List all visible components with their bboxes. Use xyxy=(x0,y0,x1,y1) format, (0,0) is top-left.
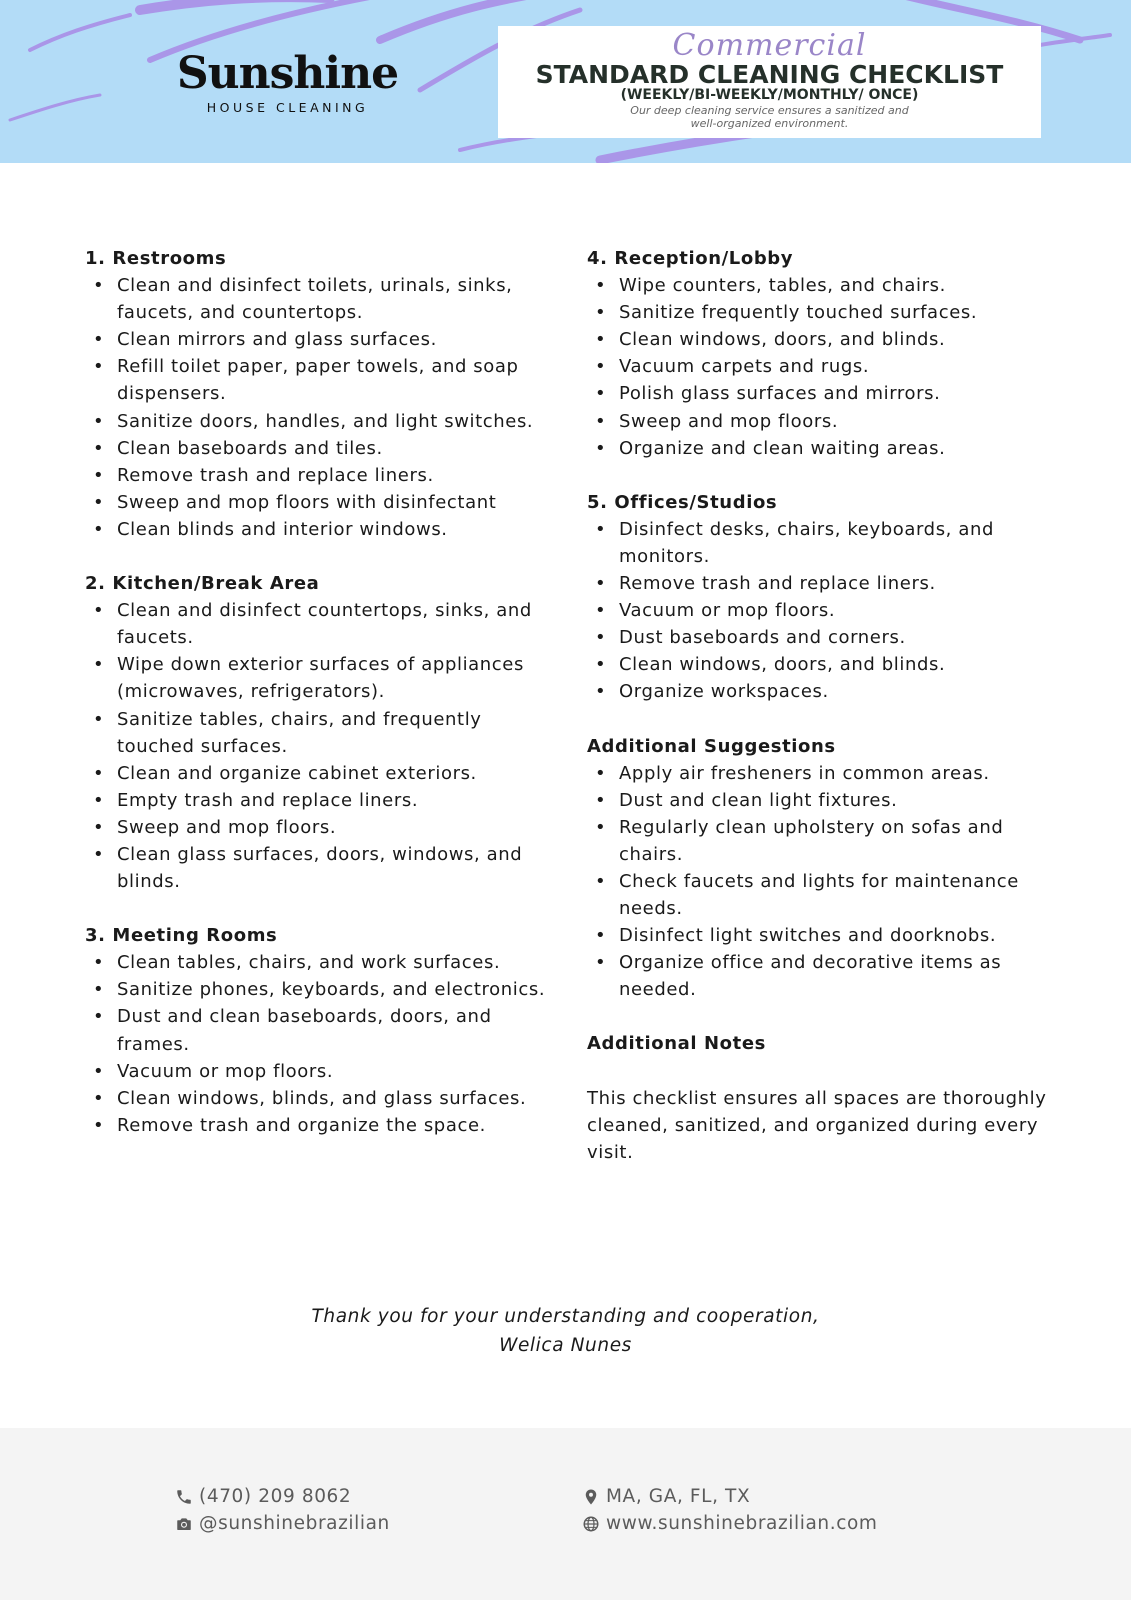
section-title: 1. Restrooms xyxy=(85,248,227,269)
brand-logo xyxy=(160,50,415,115)
list-item: • Wipe counters, tables, and chairs. xyxy=(587,272,1057,299)
service-description: Our deep cleaning service ensures a sanitized and well-organized environment. xyxy=(630,104,909,130)
brand-name: Sunshine xyxy=(176,48,399,99)
phone-icon xyxy=(175,1488,193,1506)
list-item: • Clean windows, doors, and blinds. xyxy=(587,651,1057,678)
additional-notes xyxy=(587,1030,1057,1165)
brand-tagline: HOUSE CLEANING xyxy=(206,100,369,115)
section-kitchen xyxy=(85,570,555,895)
instagram-handle[interactable]: @sunshinebrazilian xyxy=(199,1513,390,1534)
checklist xyxy=(587,760,1057,1004)
list-item: • Dust and clean baseboards, doors, and frames. xyxy=(85,1003,555,1057)
section-offices xyxy=(587,489,1057,706)
list-item: • Clean and disinfect toilets, urinals, sinks, faucets, and countertops. xyxy=(85,272,555,326)
list-item: • Remove trash and organize the space. xyxy=(85,1112,555,1139)
section-title: Additional Suggestions xyxy=(587,735,836,757)
map-pin-icon xyxy=(582,1488,600,1506)
list-item: • Sweep and mop floors. xyxy=(85,814,555,841)
frequency-subtitle: (WEEKLY/BI-WEEKLY/MONTHLY/ ONCE) xyxy=(620,87,919,103)
checklist xyxy=(85,597,555,895)
list-item: • Clean windows, doors, and blinds. xyxy=(587,326,1057,353)
footer-phone xyxy=(175,1484,351,1510)
section-title: 2. Kitchen/Break Area xyxy=(85,573,320,595)
document-title: STANDARD CLEANING CHECKLIST xyxy=(535,60,1004,89)
list-item: • Polish glass surfaces and mirrors. xyxy=(587,380,1057,407)
list-item: • Organize and clean waiting areas. xyxy=(587,435,1057,462)
list-item: • Vacuum carpets and rugs. xyxy=(587,353,1057,380)
list-item: • Remove trash and replace liners. xyxy=(85,462,555,489)
list-item: • Clean and disinfect countertops, sinks, and faucets. xyxy=(85,597,555,651)
list-item: • Sweep and mop floors with disinfectant xyxy=(85,489,555,516)
list-item: • Empty trash and replace liners. xyxy=(85,787,555,814)
list-item: • Organize workspaces. xyxy=(587,678,1057,705)
checklist xyxy=(85,949,555,1139)
list-item: • Vacuum or mop floors. xyxy=(587,597,1057,624)
globe-icon xyxy=(582,1515,600,1533)
footer-instagram xyxy=(175,1511,390,1537)
website-link[interactable]: www.sunshinebrazilian.com xyxy=(606,1513,878,1534)
list-item: • Organize office and decorative items as needed. xyxy=(587,949,1057,1003)
service-locations: MA, GA, FL, TX xyxy=(606,1486,751,1507)
checklist xyxy=(587,272,1057,462)
list-item: • Remove trash and replace liners. xyxy=(587,570,1057,597)
section-title: 5. Offices/Studios xyxy=(587,491,778,513)
section-restrooms xyxy=(85,245,555,543)
notes-text: This checklist ensures all spaces are thoroughly cleaned, sanitized, and organized during every visit. xyxy=(587,1087,1047,1163)
list-item: • Clean baseboards and tiles. xyxy=(85,435,555,462)
right-column xyxy=(587,245,1057,1166)
footer-locations xyxy=(582,1484,750,1510)
script-title: Commercial xyxy=(672,28,867,63)
phone-number[interactable]: (470) 209 8062 xyxy=(199,1486,352,1507)
list-item: • Apply air fresheners in common areas. xyxy=(587,760,1057,787)
section-additional-suggestions xyxy=(587,733,1057,1004)
list-item: • Sweep and mop floors. xyxy=(587,408,1057,435)
thank-you-line: Thank you for your understanding and cooperation, xyxy=(311,1306,820,1327)
section-title: 4. Reception/Lobby xyxy=(587,248,794,269)
list-item: • Check faucets and lights for maintenance needs. xyxy=(587,868,1057,922)
list-item: • Refill toilet paper, paper towels, and soap dispensers. xyxy=(85,353,555,407)
list-item: • Clean windows, blinds, and glass surfaces. xyxy=(85,1085,555,1112)
left-column xyxy=(85,245,555,1166)
closing-message xyxy=(0,1302,1131,1360)
list-item: • Clean blinds and interior windows. xyxy=(85,516,555,543)
list-item: • Sanitize tables, chairs, and frequently touched surfaces. xyxy=(85,706,555,760)
list-item: • Vacuum or mop floors. xyxy=(85,1058,555,1085)
list-item: • Clean tables, chairs, and work surfaces. xyxy=(85,949,555,976)
title-box xyxy=(498,26,1041,138)
section-reception xyxy=(587,245,1057,462)
notes-title: Additional Notes xyxy=(587,1033,766,1055)
list-item: • Clean glass surfaces, doors, windows, and blinds. xyxy=(85,841,555,895)
camera-icon xyxy=(175,1515,193,1533)
signature: Welica Nunes xyxy=(499,1335,632,1356)
list-item: • Disinfect light switches and doorknobs. xyxy=(587,922,1057,949)
section-title: 3. Meeting Rooms xyxy=(85,925,278,947)
list-item: • Clean and organize cabinet exteriors. xyxy=(85,760,555,787)
list-item: • Wipe down exterior surfaces of appliances (microwaves, refrigerators). xyxy=(85,651,555,705)
header-banner xyxy=(0,0,1131,163)
list-item: • Sanitize phones, keyboards, and electronics. xyxy=(85,976,555,1003)
footer xyxy=(0,1428,1131,1600)
list-item: • Dust and clean light fixtures. xyxy=(587,787,1057,814)
list-item: • Sanitize doors, handles, and light switches. xyxy=(85,408,555,435)
footer-website xyxy=(582,1511,878,1537)
list-item: • Clean mirrors and glass surfaces. xyxy=(85,326,555,353)
checklist xyxy=(587,516,1057,706)
list-item: • Regularly clean upholstery on sofas and chairs. xyxy=(587,814,1057,868)
list-item: • Dust baseboards and corners. xyxy=(587,624,1057,651)
section-meeting-rooms xyxy=(85,922,555,1139)
list-item: • Disinfect desks, chairs, keyboards, and monitors. xyxy=(587,516,1057,570)
list-item: • Sanitize frequently touched surfaces. xyxy=(587,299,1057,326)
checklist xyxy=(85,272,555,543)
